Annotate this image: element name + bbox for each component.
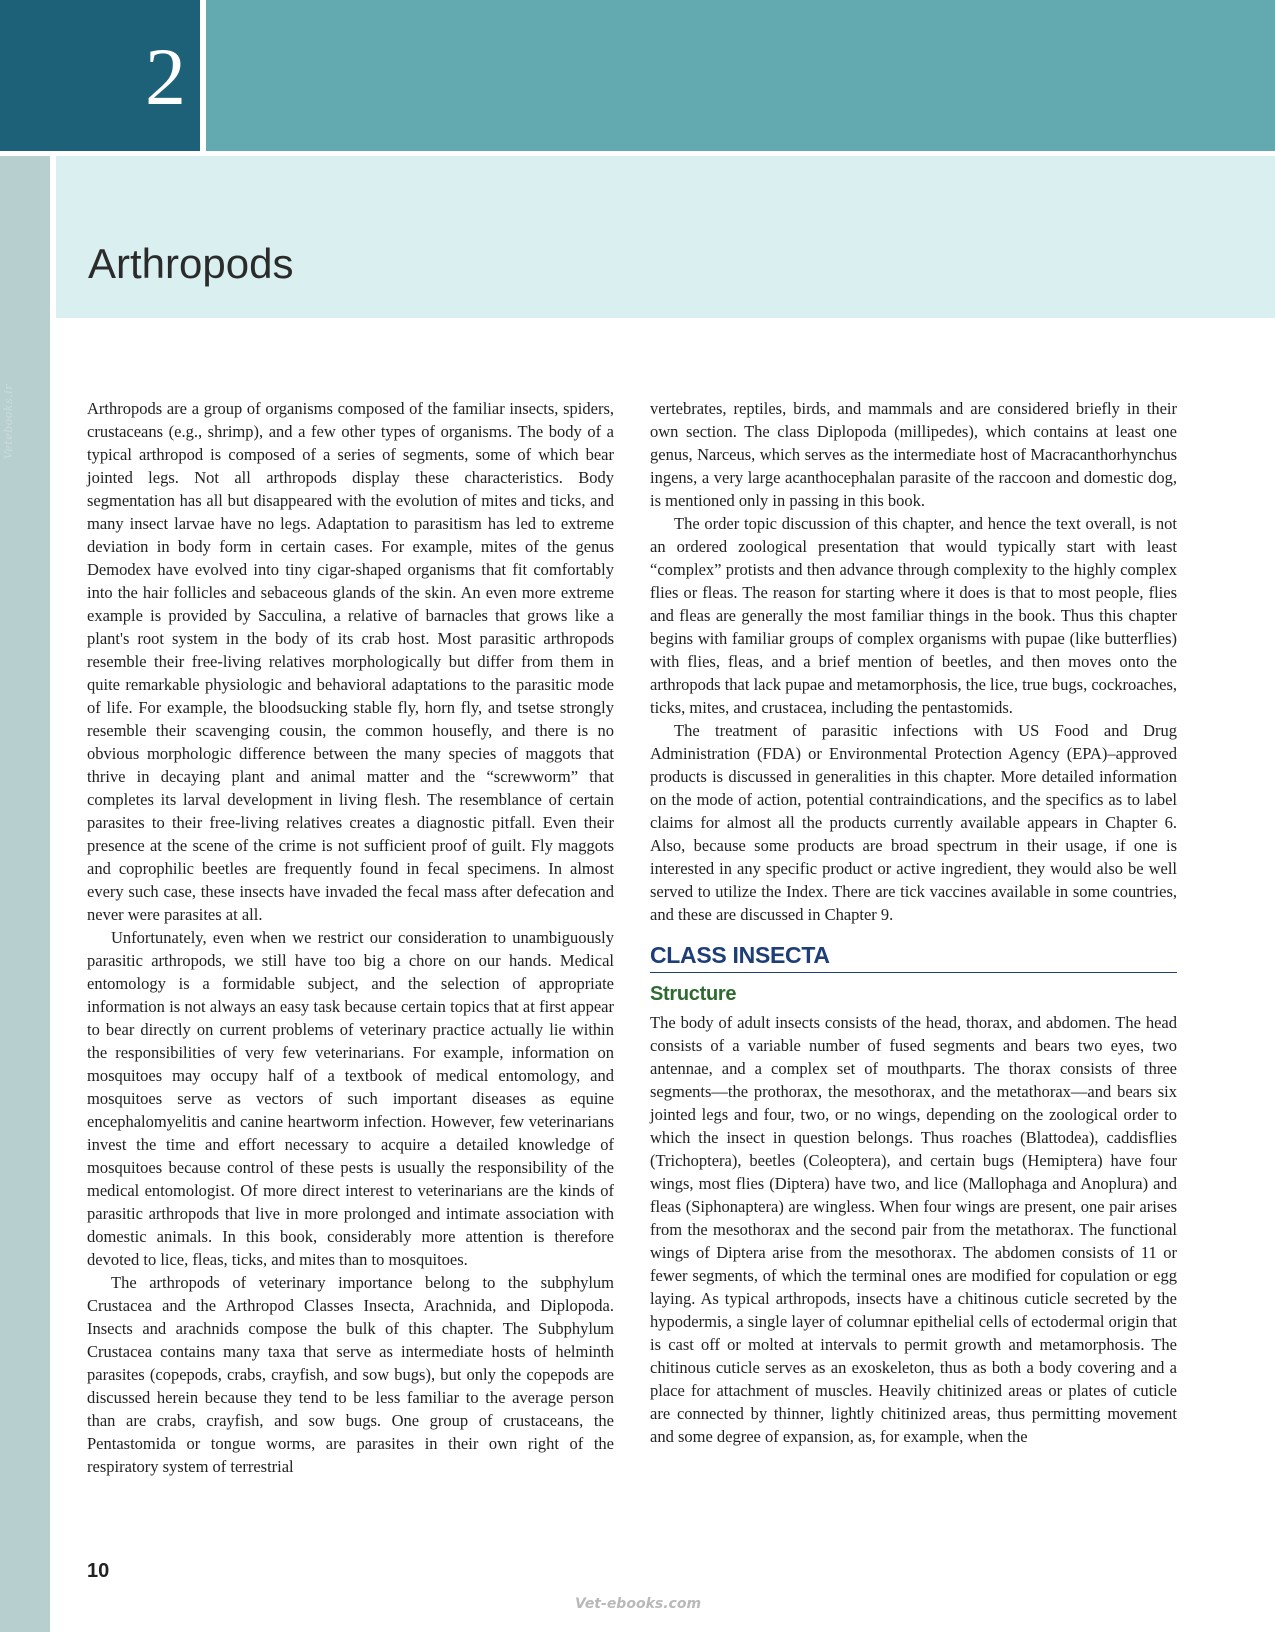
chapter-title: Arthropods xyxy=(88,240,294,287)
left-text-column xyxy=(87,397,614,1478)
footer-watermark: Vet-ebooks.com xyxy=(575,1596,702,1612)
paragraph: The arthropods of veterinary importance belong to the subphylum Crustacea and the Arthropod Classes Insecta, Arachnida, and Diplopoda. Insects and arachnids compose the bulk of this chapter. The Subphylum Crustacea contains many taxa that serve as intermediate hosts of helminth parasites (copepods, crabs, crayfish, and sow bugs), but only the copepods are discussed herein because they tend to be less familiar to the average person than are crabs, crayfish, and sow bugs. One group of crustaceans, the Pentastomida or tongue worms, are parasites in their own right of the respiratory system of terrestrial xyxy=(87,1273,614,1476)
paragraph: The order topic discussion of this chapter, and hence the text overall, is not an ordered zoological presentation that would typically start with least “complex” protists and then advance through complexity to the highly complex flies or fleas. The reason for starting where it does is that to most people, flies and fleas are generally the most familiar things in the book. Thus this chapter begins with familiar groups of complex organisms with pupae (like butterflies) with flies, fleas, and a brief mention of beetles, and then moves onto the arthropods that lack pupae and metamorphosis, the lice, true bugs, cockroaches, ticks, mites, and crustacea, including the pentastomids. xyxy=(650,514,1177,717)
paragraph: The treatment of parasitic infections with US Food and Drug Administration (FDA) or Environmental Protection Agency (EPA)–approved products is discussed in generalities in this chapter. More detailed information on the mode of action, potential contraindications, and the specifics as to label claims for almost all the products currently available appears in Chapter 6. Also, because some products are broad spectrum in their usage, if one is interested in any specific product or active ingredient, they would also be well served to utilize the Index. There are tick vaccines available in some countries, and these are discussed in Chapter 9. xyxy=(650,721,1177,924)
page-number: 10 xyxy=(87,1560,110,1582)
side-watermark: Vetebooks.ir xyxy=(2,384,15,460)
chapter-number: 2 xyxy=(145,31,186,122)
subsection-heading: Structure xyxy=(650,983,737,1005)
paragraph: vertebrates, reptiles, birds, and mammals and are considered briefly in their own section. The class Diplopoda (millipedes), which contains at least one genus, Narceus, which serves as the intermediate host of Macracanthorhynchus ingens, a very large acanthocephalan parasite of the raccoon and domestic dog, is mentioned only in passing in this book. xyxy=(650,399,1177,510)
left-margin-strip xyxy=(0,156,50,1632)
chapter-number-block xyxy=(0,0,200,151)
paragraph: Unfortunately, even when we restrict our consideration to unambiguously parasitic arthropods, we still have too big a chore on our hands. Medical entomology is a formidable subject, and the selection of appropriate information is not always an easy task because certain topics that at first appear to bear directly on current problems of veterinary practice actually lie within the responsibilities of very few veterinarians. For example, information on mosquitoes may occupy half of a textbook of medical entomology, and mosquitoes serve as vectors of such important diseases as equine encephalomyelitis and canine heartworm infection. However, few veterinarians invest the time and effort necessary to acquire a detailed knowledge of mosquitoes because control of these pests is usually the responsibility of the medical entomologist. Of more direct interest to veterinarians are the kinds of parasitic arthropods that live in more prolonged and intimate association with domestic animals. In this book, considerably more attention is therefore devoted to lice, fleas, ticks, and mites than to mosquitoes. xyxy=(87,928,614,1269)
header-banner xyxy=(206,0,1275,151)
right-text-column xyxy=(650,397,1177,1448)
chapter-title-band xyxy=(56,156,1275,318)
paragraph: Arthropods are a group of organisms composed of the familiar insects, spiders, crustaceans (e.g., shrimp), and a few other types of organisms. The body of a typical arthropod is composed of a series of segments, some of which bear jointed legs. Not all arthropods display these characteristics. Body segmentation has all but disappeared with the evolution of mites and ticks, and many insect larvae have no legs. Adaptation to parasitism has led to extreme deviation in body form in certain cases. For example, mites of the genus Demodex have evolved into tiny cigar-shaped organisms that fit comfortably into the hair follicles and sebaceous glands of the skin. An even more extreme example is provided by Sacculina, a relative of barnacles that grows like a plant's root system in the body of its crab host. Most parasitic arthropods resemble their free-living relatives morphologically but differ from them in quite remarkable physiologic and behavioral adaptations to the parasitic mode of life. For example, the bloodsucking stable fly, horn fly, and tsetse strongly resemble their scavenging cousin, the common housefly, and there is no obvious morphologic difference between the many species of maggots that thrive in decaying plant and animal matter and the “screwworm” that completes its larval development in living flesh. The resemblance of certain parasites to their free-living relatives creates a diagnostic pitfall. Even their presence at the scene of the crime is not sufficient proof of guilt. Fly maggots and coprophilic beetles are frequently found in fecal specimens. In almost every such case, these insects have invaded the fecal mass after defecation and never were parasites at all. xyxy=(87,399,614,924)
paragraph: The body of adult insects consists of the head, thorax, and abdomen. The head consists of a variable number of fused segments and bears two eyes, two antennae, and a complex set of mouthparts. The thorax consists of three segments—the prothorax, the mesothorax, and the metathorax—and bears six jointed legs and four, two, or no wings, depending on the zoological order to which the insect in question belongs. Thus roaches (Blattodea), caddisflies (Trichoptera), beetles (Coleoptera), and certain bugs (Hemiptera) have four wings, most flies (Diptera) have two, and lice (Mallophaga and Anoplura) and fleas (Siphonaptera) are wingless. When four wings are present, one pair arises from the mesothorax and the second pair from the metathorax. The functional wings of Diptera arise from the mesothorax. The abdomen consists of 11 or fewer segments, of which the terminal ones are modified for copulation or egg laying. As typical arthropods, insects have a chitinous cuticle secreted by the hypodermis, a single layer of columnar epithelial cells of ectodermal origin that is cast off or molted at intervals to permit growth and metamorphosis. The chitinous cuticle serves as an exoskeleton, thus as both a body covering and a place for attachment of muscles. Heavily chitinized areas or plates of cuticle are connected by thinner, lightly chitinized areas, thus permitting movement and some degree of expansion, as, for example, when the xyxy=(650,1013,1177,1446)
section-heading: CLASS INSECTA xyxy=(650,940,1177,973)
